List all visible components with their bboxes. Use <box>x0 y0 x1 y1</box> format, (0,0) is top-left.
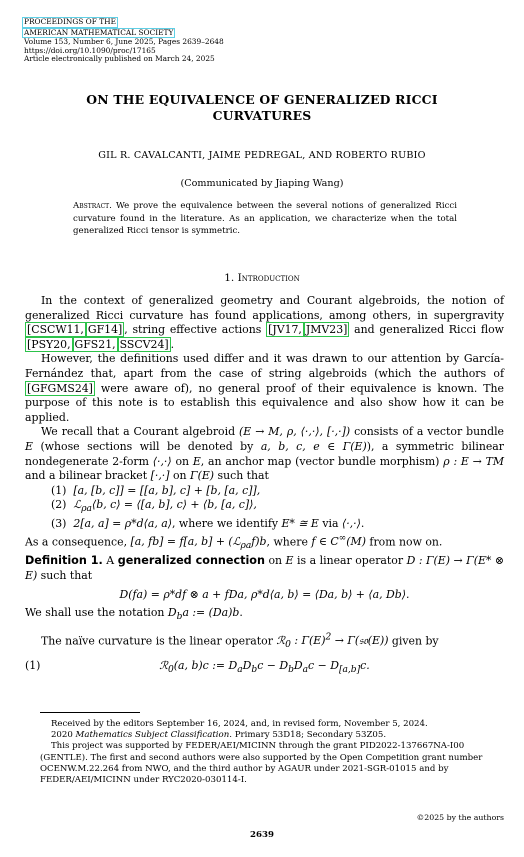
abstract <box>73 200 457 238</box>
axiom-list <box>25 484 504 532</box>
definition-1: Definition 1. A generalized connection on E is a linear operator D : Γ(E) → Γ(E* ⊗ E) such that <box>25 554 504 582</box>
citation-link[interactable]: GFS21, <box>74 337 116 351</box>
body-text <box>25 294 504 678</box>
definition-term: generalized connection <box>117 554 265 568</box>
support-note: This project was supported by FEDER/AEI/MICINN through the grant PID2022-137667NA-I00 (GENTLE). The first and second authors were also supported by the Open Competition grant number OCENW.M.22.264 from NWO, and the third author by AGAUR under 2021-SGR-01015 and by FEDER/AEI/MICINN under RYC2020-030114-I. <box>40 741 483 786</box>
copyright: ©2025 by the authors <box>416 813 504 822</box>
citation-link[interactable]: JMV23] <box>305 323 348 337</box>
section-heading: 1. Introduction <box>224 272 300 284</box>
communicated-by: (Communicated by Jiaping Wang) <box>180 178 344 189</box>
list-item: (3) 2[a, a] = ρ*d⟨a, a⟩, where we identify E* ≅ E via ⟨·,·⟩. <box>51 517 365 531</box>
citation-link[interactable]: GF14] <box>87 323 123 337</box>
citation-link[interactable]: [CSCW11, <box>27 323 84 337</box>
equation-number: (1) <box>25 659 41 672</box>
abstract-text: We prove the equivalence between the several notions of generalized Ricci curvature found in the literature. As an application, we characterize when the total generalized Ricci tensor is symmetric. <box>73 201 457 236</box>
abstract-label: Abstract. <box>73 201 112 211</box>
citation-link[interactable]: [GFGMS24] <box>27 381 93 395</box>
citation-link[interactable]: [PSY20, <box>27 337 71 351</box>
paragraph-5: The naïve curvature is the linear operator ℛ$_0$ : $\Gamma(E)^2$ → Γ(𝔰𝔬(E)) given by <box>41 632 439 651</box>
page-number: 2639 <box>250 830 274 840</box>
citation-link[interactable]: SSCV24] <box>119 337 169 351</box>
doi-link[interactable]: https://doi.org/10.1090/proc/17165 <box>24 45 156 55</box>
volume-info: Volume 153, Number 6, June 2025, Pages 2639–2648 <box>24 37 224 47</box>
list-item: (2) ℒ$_{\rho a}$⟨b, c⟩ = ⟨[a, b], c⟩ + ⟨b, [a, c]⟩, <box>51 498 257 515</box>
notation-line: We shall use the notation $D_ba$ := (Da)b. <box>25 605 243 623</box>
journal-name-link-1[interactable]: PROCEEDINGS OF THE <box>24 17 116 26</box>
list-item: (1) [a, [b, c]] = [[a, b], c] + [b, [a, c]], <box>51 483 261 497</box>
paper-title: ON THE EQUIVALENCE OF GENERALIZED RICCI CURVATURES <box>86 92 438 123</box>
authors: GIL R. CAVALCANTI, JAIME PEDREGAL, AND ROBERTO RUBIO <box>98 150 426 161</box>
curvature-equation: (1) ℛ$_0$(a, b)c := $D_aD_bc - D_bD_ac - D_{[a,b]}c$. <box>25 659 370 676</box>
journal-name-link-2[interactable]: AMERICAN MATHEMATICAL SOCIETY <box>24 27 174 37</box>
definition-label: Definition 1. <box>25 554 103 568</box>
paragraph-3: We recall that a Courant algebroid (E → M, ρ, ⟨·,·⟩, [·,·]) consists of a vector bundle E (whose sections will be denoted by a, b, c, e ∈ Γ(E)), a symmetric bilinear nondegenerate 2-form ⟨·,·⟩ on E, an anchor map (vector bundle morphism) ρ : E → TM and a bilinear bracket [·,·] on Γ(E) such that <box>25 425 505 483</box>
published-date: Article electronically published on March 24, 2025 <box>24 54 215 64</box>
definition-equation: D(fa) = ρ*df ⊗ a + fDa, ρ*d⟨a, b⟩ = ⟨Da, b⟩ + ⟨a, Db⟩. <box>119 588 410 602</box>
citation-link[interactable]: [JV17, <box>268 323 302 337</box>
footnote-rule <box>40 712 140 713</box>
journal-header <box>24 17 224 64</box>
received-note: Received by the editors September 16, 2024, and, in revised form, November 5, 2024. <box>50 719 428 729</box>
paragraph-2: However, the definitions used differ and it was drawn to our attention by García-Fernández that, apart from the case of string algebroids (which the authors of [GFGMS24] were aware of), no general proof of their equivalence is known. The purpose of this note is to establish this equivalence and also show how it can be applied. <box>25 352 504 424</box>
msc-note: 2020 Mathematics Subject Classification. Primary 53D18; Secondary 53Z05. <box>50 730 387 741</box>
footnotes <box>40 719 504 786</box>
paragraph-4: As a consequence, [a, fb] = f[a, b] + (ℒ$_{\rho a}$f)b, where f ∈ C∞(M) from now on. <box>25 533 443 552</box>
paragraph-1: In the context of generalized geometry and Courant algebroids, the notion of generalized Ricci curvature has found applications, among others, in supergravity [CSCW11, GF14] , string effective actions [JV17, JMV23] and generalized Ricci flow [PSY20, GFS21, SSCV24] . <box>25 294 504 351</box>
